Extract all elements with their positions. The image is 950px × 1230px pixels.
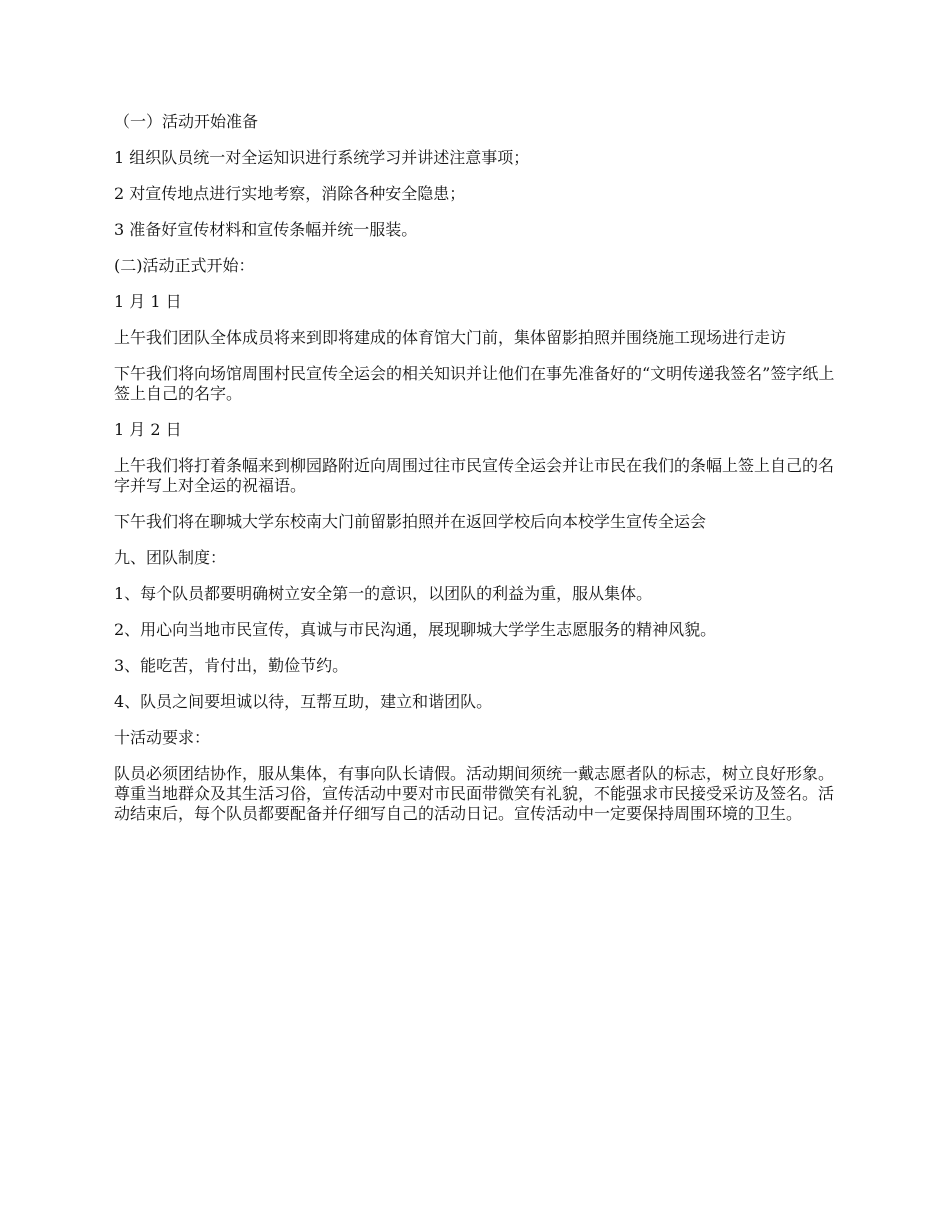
section-heading-preparation: （一）活动开始准备	[114, 112, 259, 131]
list-item: 1 组织队员统一对全运知识进行系统学习并讲述注意事项；	[114, 148, 530, 167]
body-paragraph: 上午我们团队全体成员将来到即将建成的体育馆大门前，集体留影拍照并围绕施工现场进行走访	[114, 328, 787, 347]
body-paragraph: 下午我们将向场馆周围村民宣传全运会的相关知识并让他们在事先准备好的“文明传递我签名”签字纸上签上自己的名字。	[114, 364, 835, 403]
list-item: 2、用心向当地市民宣传，真诚与市民沟通，展现聊城大学学生志愿服务的精神风貌。	[114, 620, 717, 639]
list-item: 2 对宣传地点进行实地考察，消除各种安全隐患；	[114, 184, 466, 203]
list-item: 3 准备好宣传材料和宣传条幅并统一服装。	[114, 220, 418, 239]
date-heading: 1 月 1 日	[114, 292, 182, 311]
body-paragraph: 队员必须团结协作，服从集体，有事向队长请假。活动期间须统一戴志愿者队的标志，树立良好形象。尊重当地群众及其生活习俗，宣传活动中要对市民面带微笑有礼貌，不能强求市民接受采访及签名。活动结束后，每个队员都要配备并仔细写自己的活动日记。宣传活动中一定要保持周围环境的卫生。	[114, 764, 835, 823]
section-heading-team-rules: 九、团队制度：	[114, 548, 227, 567]
document-body	[114, 112, 842, 840]
list-item: 1、每个队员都要明确树立安全第一的意识，以团队的利益为重，服从集体。	[114, 584, 653, 603]
list-item: 4、队员之间要坦诚以待，互帮互助，建立和谐团队。	[114, 692, 493, 711]
list-item: 3、能吃苦，肯付出，勤俭节约。	[114, 656, 349, 675]
section-heading-requirements: 十活动要求：	[114, 728, 211, 747]
body-paragraph: 下午我们将在聊城大学东校南大门前留影拍照并在返回学校后向本校学生宣传全运会	[114, 512, 707, 531]
section-heading-start: (二)活动正式开始：	[114, 256, 255, 275]
date-heading: 1 月 2 日	[114, 420, 182, 439]
body-paragraph: 上午我们将打着条幅来到柳园路附近向周围过往市民宣传全运会并让市民在我们的条幅上签上自己的名字并写上对全运的祝福语。	[114, 456, 835, 495]
